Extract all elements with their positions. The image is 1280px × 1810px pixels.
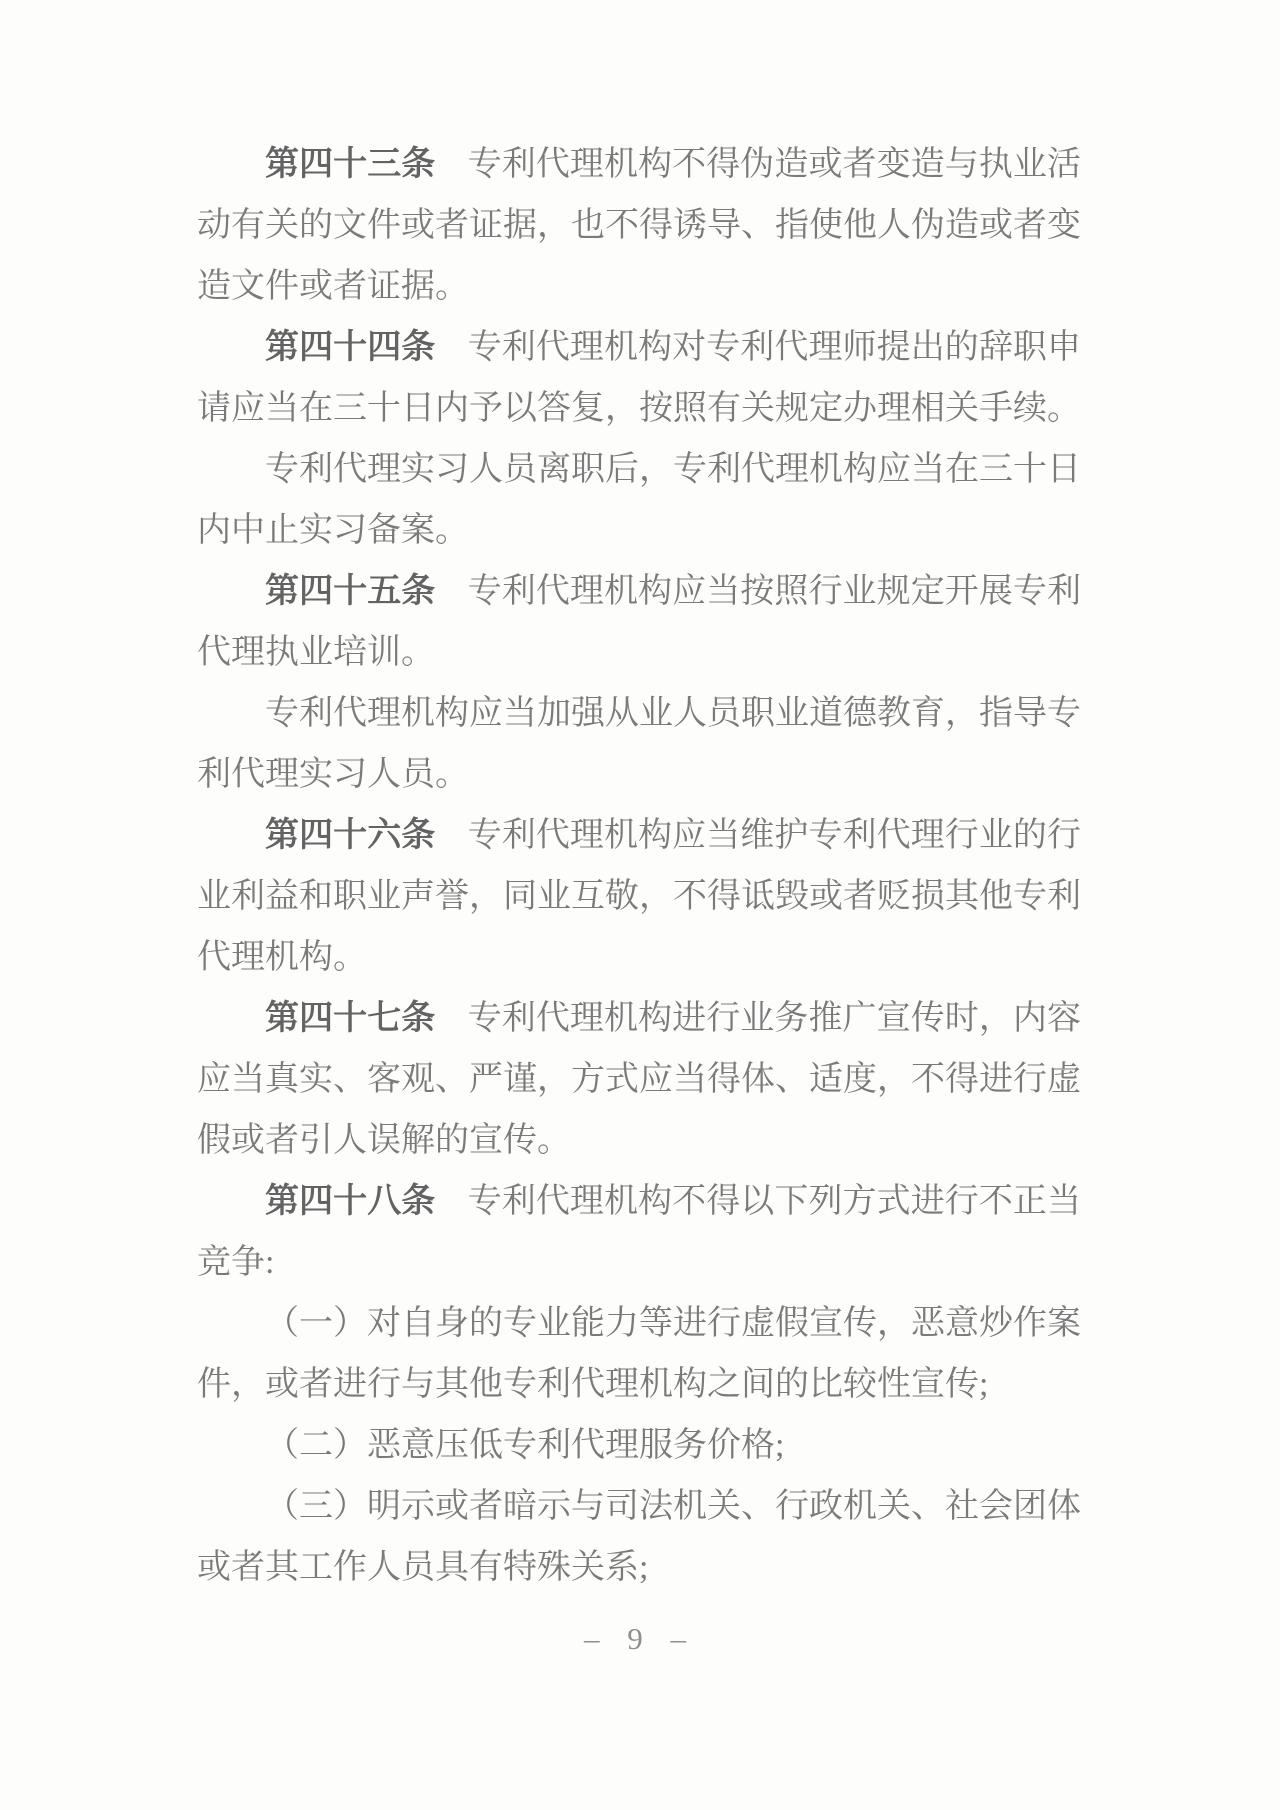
article-number: 第四十四条 (265, 328, 436, 366)
text-line (197, 561, 1081, 622)
text-line (197, 1110, 1081, 1171)
article-number: 第四十七条 (265, 999, 436, 1037)
line-text: （一）对自身的专业能力等进行虚假宣传，恶意炒作案 (265, 1305, 1081, 1342)
article-number: 第四十八条 (265, 1182, 436, 1220)
article-number: 第四十五条 (265, 572, 436, 610)
text-line (197, 1232, 1081, 1293)
text-line (197, 1354, 1081, 1415)
line-text: 假或者引人误解的宣传。 (197, 1122, 571, 1159)
article-number: 第四十三条 (265, 145, 436, 183)
text-line (197, 866, 1081, 927)
text-line (197, 1293, 1081, 1354)
text-block (197, 134, 1081, 1598)
line-text: （二）恶意压低专利代理服务价格; (265, 1427, 785, 1464)
line-text: 专利代理机构应当按照行业规定开展专利 (467, 573, 1082, 610)
line-text: 专利代理机构对专利代理师提出的辞职申 (467, 329, 1082, 366)
page-footer (0, 1618, 1280, 1660)
text-line (197, 317, 1081, 378)
text-line (197, 805, 1081, 866)
line-text: 利代理实习人员。 (197, 756, 469, 793)
line-text: 专利代理机构应当维护专利代理行业的行 (467, 817, 1082, 854)
line-text: 造文件或者证据。 (197, 268, 469, 305)
text-line (197, 500, 1081, 561)
text-line (197, 134, 1081, 195)
text-line (197, 1476, 1081, 1537)
line-text: 请应当在三十日内予以答复，按照有关规定办理相关手续。 (197, 390, 1081, 427)
text-line (197, 927, 1081, 988)
line-text: 动有关的文件或者证据，也不得诱导、指使他人伪造或者变 (197, 207, 1081, 244)
line-text: 代理执业培训。 (197, 634, 435, 671)
line-text: 专利代理机构不得以下列方式进行不正当 (467, 1183, 1082, 1220)
line-text: 竞争: (197, 1244, 275, 1281)
text-line (197, 988, 1081, 1049)
page-number: – 9 – (584, 1621, 696, 1656)
line-text: 专利代理机构进行业务推广宣传时，内容 (467, 1000, 1082, 1037)
line-text: 内中止实习备案。 (197, 512, 469, 549)
line-text: 或者其工作人员具有特殊关系; (197, 1549, 649, 1586)
text-line (197, 439, 1081, 500)
text-line (197, 1537, 1081, 1598)
text-line (197, 256, 1081, 317)
text-line (197, 683, 1081, 744)
text-line (197, 1171, 1081, 1232)
text-line (197, 378, 1081, 439)
line-text: 代理机构。 (197, 939, 367, 976)
line-text: 专利代理机构应当加强从业人员职业道德教育，指导专 (265, 695, 1081, 732)
text-line (197, 1049, 1081, 1110)
text-line (197, 622, 1081, 683)
text-line (197, 195, 1081, 256)
line-text: 业利益和职业声誉，同业互敬，不得诋毁或者贬损其他专利 (197, 878, 1081, 915)
line-text: （三）明示或者暗示与司法机关、行政机关、社会团体 (265, 1488, 1081, 1525)
line-text: 件，或者进行与其他专利代理机构之间的比较性宣传; (197, 1366, 989, 1403)
article-number: 第四十六条 (265, 816, 436, 854)
line-text: 专利代理实习人员离职后，专利代理机构应当在三十日 (265, 451, 1081, 488)
line-text: 应当真实、客观、严谨，方式应当得体、适度，不得进行虚 (197, 1061, 1081, 1098)
line-text: 专利代理机构不得伪造或者变造与执业活 (467, 146, 1082, 183)
text-line (197, 744, 1081, 805)
text-line (197, 1415, 1081, 1476)
